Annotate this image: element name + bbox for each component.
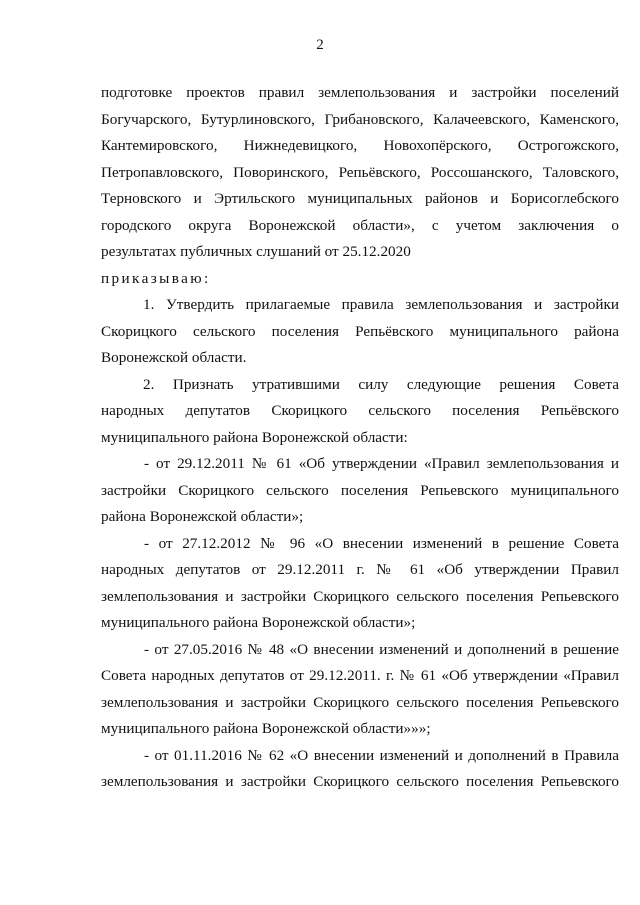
text-line: землепользования и застройки Скорицкого сельского поселения Репьевского [101, 587, 619, 605]
text-line: Богучарского, Бутурлиновского, Грибановского, Калачеевского, Каменского, [101, 110, 619, 128]
item-1-paragraph [101, 292, 619, 372]
text-line: - от 29.12.2011 № 61 «Об утверждении «Правил землепользования и [144, 455, 619, 472]
text-line: Скорицкого сельского поселения Репьёвского муниципального района [101, 322, 619, 340]
text-line: 1. Утвердить прилагаемые правила землепользования и застройки [143, 296, 619, 313]
text-line: 2. Признать утратившими силу следующие решения Совета [143, 375, 619, 393]
text-line: городского округа Воронежской области», с учетом заключения о [101, 216, 619, 234]
intro-paragraph [101, 80, 619, 266]
text-line: Воронежской области. [101, 349, 247, 366]
page-number: 2 [316, 37, 324, 53]
text-line: муниципального района Воронежской области: [101, 428, 408, 446]
text-line: - от 27.12.2012 № 96 «О внесении изменений в решение Совета [144, 534, 619, 552]
decision-1 [101, 451, 619, 531]
text-line: застройки Скорицкого сельского поселения Репьевского муниципального [101, 481, 619, 499]
text-line: Петропавловского, Поворинского, Репьёвского, Россошанского, Таловского, [101, 163, 619, 181]
text-line: района Воронежской области»; [101, 508, 304, 525]
text-line: народных депутатов Скорицкого сельского поселения Репьёвского [101, 402, 619, 419]
text-line: муниципального района Воронежской области»»»; [101, 720, 431, 737]
decision-4 [101, 743, 619, 796]
text-line: Терновского и Эртильского муниципальных районов и Борисоглебского [101, 190, 619, 207]
item-2-paragraph [101, 372, 619, 452]
text-line: землепользования и застройки Скорицкого сельского поселения Репьевского [101, 773, 619, 790]
text-line: народных депутатов от 29.12.2011 г. № 61 «Об утверждении Правил [101, 561, 619, 578]
text-line: - от 27.05.2016 № 48 «О внесении изменений и дополнений в решение [144, 640, 619, 658]
text-line: муниципального района Воронежской области»; [101, 614, 416, 631]
text-line: Кантемировского, Нижнедевицкого, Новохопёрского, Острогожского, [101, 137, 619, 154]
text-line: Совета народных депутатов от 29.12.2011. г. № 61 «Об утверждении «Правил [101, 667, 619, 684]
decision-3 [101, 637, 619, 743]
text-line: подготовке проектов правил землепользования и застройки поселений [101, 84, 619, 101]
text-line: результатах публичных слушаний от 25.12.2020 [101, 243, 411, 260]
decision-2 [101, 531, 619, 637]
document-body [101, 80, 619, 796]
text-line: - от 01.11.2016 № 62 «О внесении изменений и дополнений в Правила [144, 746, 619, 764]
order-word: приказываю: [101, 269, 211, 287]
text-line: землепользования и застройки Скорицкого сельского поселения Репьевского [101, 693, 619, 711]
